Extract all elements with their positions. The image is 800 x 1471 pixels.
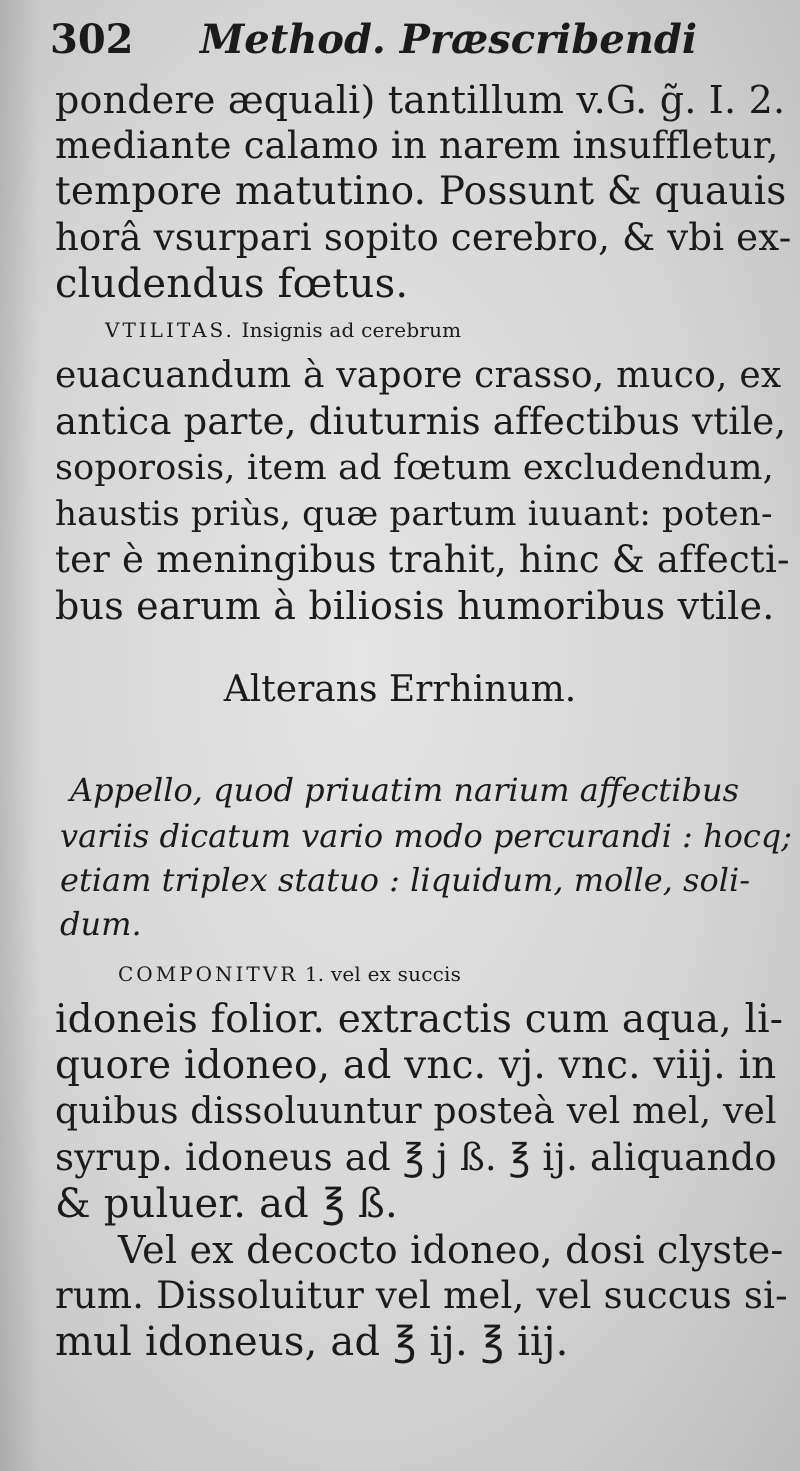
text-line: tempore matutino. Possunt & quauis [55, 169, 787, 214]
text-line: mediante calamo in narem insuffletur, [55, 124, 779, 167]
section-title: Alterans Errhinum. [223, 669, 577, 710]
text-line: pondere æquali) tantillum v.G. g̃. I. 2. [55, 78, 786, 122]
text-line: quore idoneo, ad vnc. vj. vnc. viij. in [55, 1043, 777, 1088]
componitur-first-line [118, 950, 800, 998]
utilitas-heading: VTILITAS. [105, 318, 235, 342]
note-line: variis dicatum vario modo percurandi : hocq; [60, 817, 793, 855]
text-line: mul idoneus, ad ℥ ij. ℥ iij. [55, 1319, 569, 1365]
text-line: ter è meningibus trahit, hinc & affecti- [55, 538, 790, 581]
text-line: & puluer. ad ℥ ß. [55, 1181, 398, 1227]
note-line: Appello, quod priuatim narium affectibus [70, 771, 739, 809]
page-number: 302 [50, 16, 134, 63]
componitur-first-line-text: 1. vel ex succis [304, 962, 462, 986]
text-line: syrup. idoneus ad ℥ j ß. ℥ ij. aliquando [55, 1136, 777, 1179]
text-line: antica parte, diuturnis affectibus vtile, [55, 400, 787, 443]
text-line: idoneis folior. extractis cum aqua, li- [55, 997, 784, 1042]
text-line: rum. Dissoluitur vel mel, vel succus si- [55, 1274, 788, 1317]
text-line: bus earum à biliosis humoribus vtile. [55, 584, 775, 628]
componitur-heading: COMPONITVR [118, 962, 299, 986]
note-line: etiam triplex statuo : liquidum, molle, soli- [60, 861, 751, 899]
page-header [50, 16, 750, 76]
utilitas-first-line-text: Insignis ad cerebrum [241, 318, 462, 342]
text-line: quibus dissoluuntur posteà vel mel, vel [55, 1091, 777, 1132]
utilitas-first-line [105, 306, 800, 354]
running-title: Method. Præscribendi [200, 16, 698, 63]
note-line: dum. [60, 905, 142, 943]
page-fold-shadow [0, 0, 40, 1471]
text-line: horâ vsurpari sopito cerebro, & vbi ex- [55, 216, 792, 259]
text-line: cludendus fœtus. [55, 261, 409, 307]
text-line: euacuandum à vapore crasso, muco, ex [55, 355, 782, 396]
text-line: soporosis, item ad fœtum excludendum, [55, 448, 774, 488]
text-line: Vel ex decocto idoneo, dosi clyste- [118, 1228, 784, 1272]
text-line: haustis priùs, quæ partum iuuant: poten- [55, 494, 773, 534]
